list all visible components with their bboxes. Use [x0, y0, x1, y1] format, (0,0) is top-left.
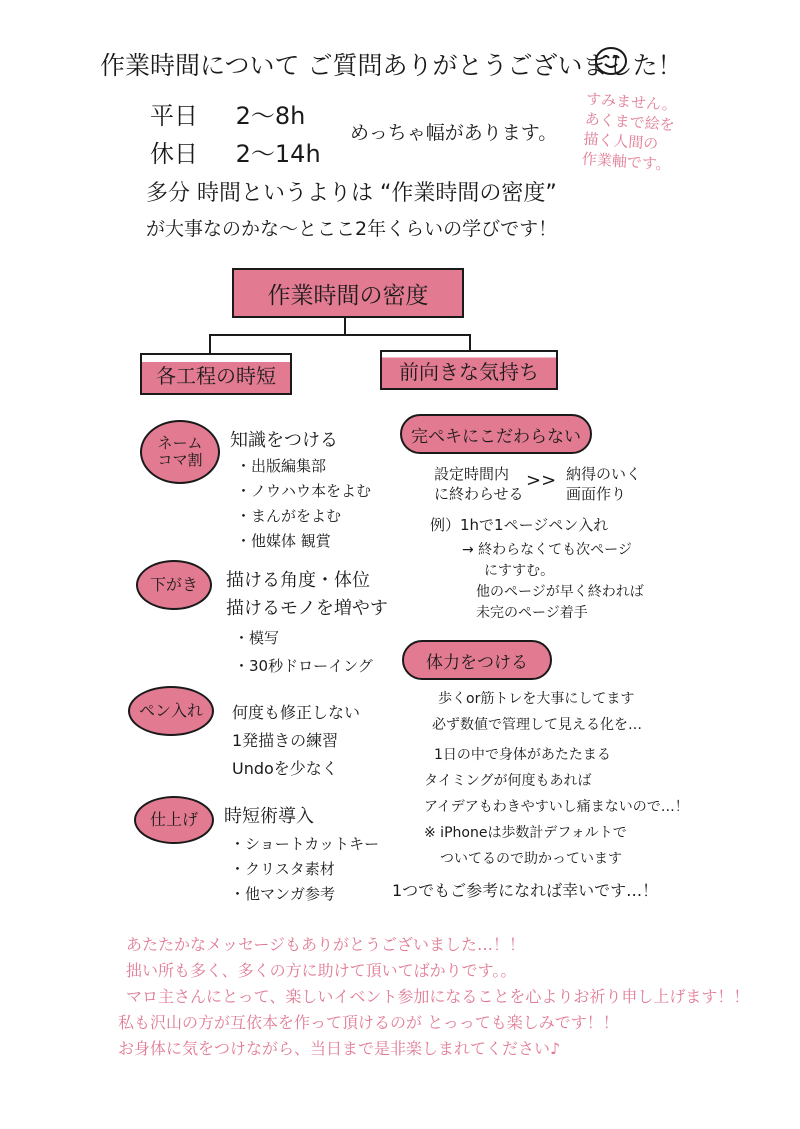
section-list	[234, 624, 373, 680]
closing-text: 1つでもご参考になれば幸いです…！	[392, 881, 659, 900]
text-line: 1日の中で身体があたたまる	[434, 747, 611, 763]
text-line: タイミングが何度もあれば	[424, 773, 592, 789]
badge-shiage	[134, 796, 214, 844]
section-heading: 知識をつける	[230, 430, 338, 451]
perfect-right-text	[566, 464, 641, 504]
text-line: 必ず数値で管理して見える化を…	[432, 717, 642, 733]
list-item: ・30秒ドローイング	[234, 657, 373, 675]
list-item: ・クリスタ素材	[230, 860, 335, 878]
stamina-label: 体力をつける	[426, 652, 528, 673]
list-item: ・模写	[234, 629, 280, 647]
section-heading: Undoを少なく	[232, 759, 338, 778]
text-line: 画面作り	[566, 485, 627, 503]
list-item: ・他媒体 観賞	[236, 532, 331, 550]
example-label: 例）1hで1ページペン入れ	[430, 516, 609, 534]
badge-line: ネーム	[157, 433, 203, 452]
badge-shitagaki	[136, 560, 212, 610]
weekday-label: 平日	[150, 102, 198, 130]
footer-line: お身体に気をつけながら、当日まで是非楽しまれてください♪	[118, 1039, 561, 1058]
text-line: 設定時間内	[434, 465, 510, 483]
stamina-pill	[402, 640, 552, 680]
side-note-line: 描く人間の	[582, 129, 659, 154]
section-heading: 時短術導入	[224, 806, 314, 827]
text-line: アイデアもわきやすいし痛まないので…！	[424, 799, 689, 815]
badge-line: ペン入れ	[138, 700, 203, 720]
text-line: 歩くor筋トレを大事にしてます	[438, 691, 635, 707]
perfect-arrow: >>	[526, 470, 557, 491]
root-box-label: 作業時間の密度	[267, 282, 429, 309]
list-item: ・ノウハウ本をよむ	[236, 482, 372, 500]
perfect-label: 完ペキにこだわらない	[411, 426, 581, 447]
list-item: ・まんがをよむ	[236, 507, 342, 525]
side-note-line: 作業軸です。	[581, 149, 672, 174]
section-heading: 描けるモノを増やす	[226, 598, 388, 619]
text-line: ついてるので助かっています	[440, 851, 622, 867]
text-line: にすすむ。	[484, 563, 555, 579]
branch-right-label: 前向きな気持ち	[399, 359, 539, 384]
section-heading: 描ける角度・体位	[226, 570, 370, 591]
example-lines	[462, 540, 644, 624]
badge-penire	[128, 686, 214, 736]
root-box	[232, 268, 464, 318]
section-heading: 1発描きの練習	[232, 731, 339, 750]
branch-right-box	[380, 350, 558, 390]
schedule-comment: めっちゃ幅があります。	[350, 122, 558, 144]
footer-line: 拙い所も多く、多くの方に助けて頂いてばかりです。。	[126, 961, 517, 980]
section-list	[236, 454, 371, 554]
footer-line: 私も沢山の方が互依本を作って頂けるのが とっっても楽しみです！！	[118, 1013, 619, 1032]
footer-line: マロ主さんにとって、楽しいイベント参加になることを心よりお祈り申し上げます！！	[126, 987, 750, 1006]
text-line: ※ iPhoneは歩数計デフォルトで	[424, 825, 627, 841]
branch-left-box	[140, 353, 292, 395]
text-line: → 終わらなくても次ページ	[462, 542, 632, 558]
footer-line: あたたかなメッセージもありがとうございました…！！	[126, 935, 526, 954]
intro-line-2: が大事なのかな〜とここ2年くらいの学びです！	[146, 218, 558, 240]
side-note-line: あくまで絵を	[584, 109, 676, 135]
text-line: に終わらせる	[434, 485, 524, 503]
section-list	[230, 832, 379, 907]
badge-name-koma	[140, 420, 220, 484]
text-line: 未完のページ着手	[476, 605, 588, 621]
badge-line: コマ割	[157, 451, 203, 469]
text-line: 他のページが早く終われば	[476, 584, 644, 600]
list-item: ・他マンガ参考	[230, 885, 336, 903]
text-line: 納得のいく	[566, 465, 642, 483]
holiday-value: 2〜14h	[235, 140, 321, 168]
list-item: ・ショートカットキー	[230, 835, 380, 853]
weekday-value: 2〜8h	[235, 102, 306, 130]
perfect-left-text	[434, 464, 524, 504]
perfect-pill	[400, 414, 592, 454]
badge-line: 下がき	[149, 574, 198, 594]
list-item: ・出版編集部	[236, 457, 327, 475]
title-text: 作業時間について ご質問ありがとうございました！	[100, 51, 683, 80]
intro-line-1: 多分 時間というよりは “作業時間の密度”	[146, 181, 557, 206]
footer-message	[118, 932, 749, 1062]
branch-left-label: 各工程の時短	[156, 363, 276, 388]
side-note-line: すみません。	[585, 89, 678, 115]
holiday-label: 休日	[150, 140, 198, 168]
section-heading: 何度も修正しない	[232, 703, 361, 722]
badge-line: 仕上げ	[149, 809, 198, 829]
stamina-lines	[424, 686, 689, 872]
